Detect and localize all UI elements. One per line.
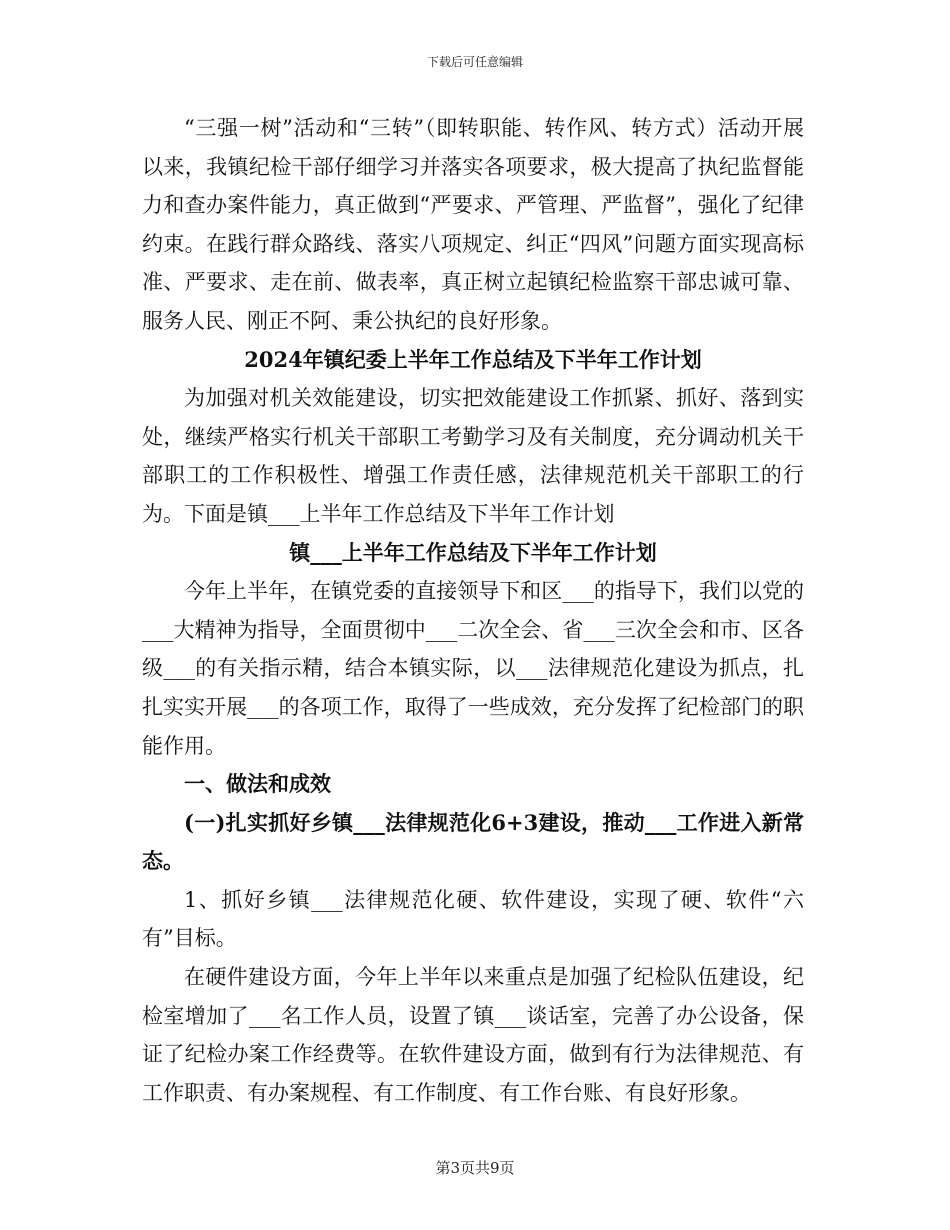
hardware-paragraph: 在硬件建设方面，今年上半年以来重点是加强了纪检队伍建设，纪检室增加了___名工作人员，设置了镇___谈话室，完善了办公设备，保证了纪检办案工作经费等。在软件建设方面，做到有行为法律规范、有工作职责、有办案规程、有工作制度、有工作台账、有良好形象。 [142, 965, 804, 1105]
page-number: 第3页共9页 [435, 1159, 515, 1177]
preface-paragraph: 为加强对机关效能建设，切实把效能建设工作抓紧、抓好、落到实处，继续严格实行机关干部职工考勤学习及有关制度，充分调动机关干部职工的工作积极性、增强工作责任感，法律规范机关干部职工的行为。下面是镇___上半年工作总结及下半年工作计划 [142, 386, 804, 526]
sub-title: 镇___上半年工作总结及下半年工作计划 [289, 539, 657, 565]
subsection-heading: (一)扎实抓好乡镇___法律规范化6+3建设，推动___工作进入新常态。 [142, 809, 804, 874]
section-heading: 一、做法和成效 [184, 771, 331, 797]
main-title: 2024年镇纪委上半年工作总结及下半年工作计划 [244, 346, 702, 372]
list-item-1: 1、抓好乡镇___法律规范化硬、软件建设，实现了硬、软件“六有”目标。 [142, 887, 804, 951]
intro-paragraph: “三强一树”活动和“三转”（即转职能、转作风、转方式）活动开展以来，我镇纪检干部仔细学习并落实各项要求，极大提高了执纪监督能力和查办案件能力，真正做到“严要求、严管理、严监督”，强化了纪律约束。在践行群众路线、落实八项规定、纠正“四风”问题方面实现高标准、严要求、走在前、做表率，真正树立起镇纪检监察干部忠诚可靠、服务人民、刚正不阿、秉公执纪的良好形象。 [142, 116, 804, 333]
document-body [142, 109, 804, 1112]
page-header: 下载后可任意编辑 [426, 55, 523, 69]
opening-paragraph: 今年上半年，在镇党委的直接领导下和区___的指导下，我们以党的___大精神为指导，全面贯彻中___二次全会、省___三次全会和市、区各级___的有关指示精，结合本镇实际，以___法律规范化建设为抓点，扎扎实实开展___的各项工作，取得了一些成效，充分发挥了纪检部门的职能作用。 [142, 579, 804, 758]
